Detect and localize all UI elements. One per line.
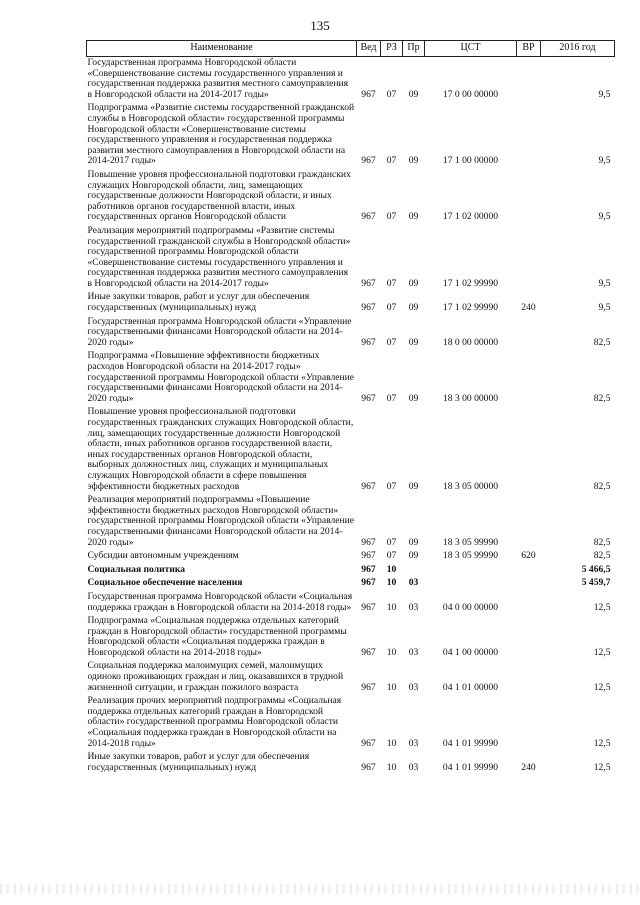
cell-pr	[403, 564, 425, 578]
table-row	[87, 406, 615, 494]
cell-vr	[517, 660, 541, 695]
cell-name: Социальная поддержка малоимущих семей, малоимущих одиноко проживающих граждан и лиц, оказавшихся в трудной жизненной ситуации, и граждан пожилого возраста	[87, 660, 344, 693]
cell-vr	[517, 102, 541, 169]
cell-name: Подпрограмма «Повышение эффективности бюджетных расходов Новгородской области на 2014-2017 годы» государственной программы Новгородской области «Управление государственными финансами Новгородской области на 2014-2020 годы»	[87, 350, 355, 404]
cell-ved: 967	[361, 277, 376, 289]
cell-pr: 09	[408, 211, 419, 223]
cell-vr	[517, 577, 541, 591]
cell-vr	[517, 350, 541, 406]
table-row	[87, 316, 615, 351]
cell-amount: 9,5	[598, 88, 611, 100]
cell-name: Субсидии автономным учреждениям	[87, 550, 239, 562]
cell-amount: 5 459,7	[581, 577, 611, 589]
cell-name: Социальная политика	[87, 563, 186, 575]
cell-ved: 967	[361, 211, 376, 223]
header-cst: ЦСТ	[425, 41, 517, 57]
cell-name: Реализация прочих мероприятий подпрограммы «Социальная поддержка отдельных категорий граждан в Новгородской области» государственной программы Новгородской области «Социальная поддержка граждан в Новгородской области на 2014-2018 годы»	[87, 695, 342, 749]
cell-amount: 9,5	[598, 302, 611, 314]
cell-amount: 12,5	[593, 761, 611, 773]
cell-ved: 967	[361, 302, 376, 314]
cell-pr: 09	[408, 88, 419, 100]
cell-ved: 967	[361, 577, 376, 589]
cell-rz: 07	[386, 155, 397, 167]
cell-vr	[517, 316, 541, 351]
cell-pr: 09	[408, 302, 419, 314]
table-row	[87, 564, 615, 578]
table-row	[87, 102, 615, 169]
cell-pr: 09	[408, 155, 419, 167]
table-row	[87, 591, 615, 615]
cell-amount: 82,5	[593, 392, 611, 404]
cell-pr: 03	[408, 577, 419, 589]
cell-pr: 03	[408, 681, 419, 693]
cell-rz: 10	[386, 563, 397, 575]
header-vr: ВР	[517, 41, 541, 57]
cell-vr: 240	[521, 761, 536, 773]
table-row	[87, 350, 615, 406]
cell-amount: 9,5	[598, 277, 611, 289]
cell-name: Повышение уровня профессиональной подготовки государственных гражданских служащих Новгородской области, лиц, замещающих государственные должности Новгородской области, иных работников органов государственной власти, иных государственных органов Новгородской области, выборных должностных лиц, служащих и муниципальных служащих Новгородской области в сфере повышения эффективности бюджетных расходов	[87, 406, 354, 492]
cell-amount: 5 466,5	[581, 563, 611, 575]
cell-cst: 04 1 01 99990	[442, 737, 499, 749]
table-body	[87, 57, 615, 776]
cell-pr: 03	[408, 761, 419, 773]
cell-ved: 967	[361, 155, 376, 167]
cell-amount: 9,5	[598, 155, 611, 167]
cell-cst: 18 3 05 00000	[442, 480, 499, 492]
cell-cst: 18 3 00 00000	[442, 392, 499, 404]
cell-rz: 07	[386, 480, 397, 492]
cell-pr: 03	[408, 601, 419, 613]
table-row	[87, 291, 615, 315]
cell-pr: 09	[408, 392, 419, 404]
cell-rz: 07	[386, 302, 397, 314]
cell-amount: 12,5	[593, 601, 611, 613]
table-row	[87, 225, 615, 292]
cell-cst: 04 1 01 99990	[442, 761, 499, 773]
cell-cst	[425, 564, 517, 578]
cell-ved: 967	[361, 761, 376, 773]
cell-pr: 03	[408, 646, 419, 658]
cell-name: Реализация мероприятий подпрограммы «Развитие системы государственной гражданской службы в Новгородской области» государственной программы Новгородской области «Совершенствование системы государственного управления и государственная поддержка развития местного самоуправления в Новгородской области на 2014-2017 годы»	[87, 224, 351, 289]
cell-name: Реализация мероприятий подпрограммы «Повышение эффективности бюджетных расходов Новгородской области» государственной программы Новгородской области «Управление государственными финансами Новгородской области на 2014-2020 годы»	[87, 494, 355, 548]
header-name: Наименование	[87, 41, 357, 57]
cell-amount: 12,5	[593, 681, 611, 693]
cell-cst: 18 0 00 00000	[442, 336, 499, 348]
cell-rz: 07	[386, 536, 397, 548]
header-ved: Вед	[357, 41, 381, 57]
table-row	[87, 695, 615, 751]
table-row	[87, 550, 615, 564]
cell-amount: 12,5	[593, 737, 611, 749]
scan-artifact	[0, 884, 640, 894]
cell-cst: 17 1 00 00000	[442, 155, 499, 167]
cell-vr: 240	[521, 302, 536, 314]
cell-name: Подпрограмма «Социальная поддержка отдельных категорий граждан в Новгородской области» государственной программы Новгородской области «Социальная поддержка граждан в Новгородской области на 2014-2018 годы»	[87, 615, 347, 658]
cell-amount: 82,5	[593, 336, 611, 348]
cell-vr	[517, 695, 541, 751]
cell-rz: 07	[386, 88, 397, 100]
cell-rz: 10	[386, 681, 397, 693]
cell-vr: 620	[521, 550, 536, 562]
cell-ved: 967	[361, 88, 376, 100]
cell-cst: 18 3 05 99990	[442, 536, 499, 548]
cell-amount: 82,5	[593, 550, 611, 562]
cell-rz: 07	[386, 211, 397, 223]
cell-cst: 04 1 01 00000	[442, 681, 499, 693]
cell-vr	[517, 591, 541, 615]
cell-cst: 17 1 02 99990	[442, 302, 499, 314]
cell-vr	[517, 225, 541, 292]
budget-table	[86, 40, 615, 775]
cell-name: Подпрограмма «Развитие системы государственной гражданской службы в Новгородской области» государственной программы Новгородской области «Совершенствование системы государственного управления и государственная поддержка развития местного самоуправления в Новгородской области на 2014-2017 годы»	[87, 102, 355, 167]
cell-pr: 09	[408, 277, 419, 289]
cell-ved: 967	[361, 737, 376, 749]
cell-name: Социальное обеспечение населения	[87, 577, 243, 589]
cell-cst: 18 3 05 99990	[442, 550, 499, 562]
cell-cst: 04 1 00 00000	[442, 646, 499, 658]
cell-rz: 10	[386, 601, 397, 613]
cell-cst: 17 1 02 00000	[442, 211, 499, 223]
header-rz: РЗ	[381, 41, 403, 57]
cell-cst	[425, 577, 517, 591]
cell-ved: 967	[361, 392, 376, 404]
cell-pr: 09	[408, 536, 419, 548]
cell-ved: 967	[361, 536, 376, 548]
cell-cst: 17 1 02 99990	[442, 277, 499, 289]
cell-vr	[517, 406, 541, 494]
header-year: 2016 год	[541, 41, 615, 57]
cell-vr	[517, 494, 541, 550]
cell-pr: 09	[408, 480, 419, 492]
cell-ved: 967	[361, 646, 376, 658]
cell-cst: 04 0 00 00000	[442, 601, 499, 613]
table-row	[87, 660, 615, 695]
cell-ved: 967	[361, 563, 376, 575]
cell-vr	[517, 169, 541, 225]
cell-rz: 10	[386, 761, 397, 773]
cell-vr	[517, 57, 541, 103]
cell-ved: 967	[361, 480, 376, 492]
table-row	[87, 494, 615, 550]
cell-cst: 17 0 00 00000	[442, 88, 499, 100]
cell-name: Иные закупки товаров, работ и услуг для обеспечения государственных (муниципальных) нужд	[87, 751, 310, 773]
cell-rz: 07	[386, 336, 397, 348]
cell-rz: 07	[386, 277, 397, 289]
cell-amount: 12,5	[593, 646, 611, 658]
cell-rz: 10	[386, 737, 397, 749]
cell-ved: 967	[361, 681, 376, 693]
table-row	[87, 57, 615, 103]
cell-vr	[517, 615, 541, 660]
cell-name: Государственная программа Новгородской области «Управление государственными финансами Новгородской области на 2014-2020 годы»	[87, 315, 352, 348]
table-header	[87, 41, 615, 57]
table-row	[87, 577, 615, 591]
cell-rz: 10	[386, 646, 397, 658]
cell-amount: 9,5	[598, 211, 611, 223]
cell-ved: 967	[361, 601, 376, 613]
cell-pr: 09	[408, 550, 419, 562]
cell-ved: 967	[361, 336, 376, 348]
table-row	[87, 615, 615, 660]
table-row	[87, 169, 615, 225]
table-row	[87, 751, 615, 775]
cell-vr	[517, 564, 541, 578]
cell-pr: 03	[408, 737, 419, 749]
cell-amount: 82,5	[593, 480, 611, 492]
cell-name: Государственная программа Новгородской области «Социальная поддержка граждан в Новгородской области на 2014-2018 годы»	[87, 590, 353, 613]
cell-rz: 10	[386, 577, 397, 589]
page-number: 135	[310, 18, 330, 33]
cell-amount: 82,5	[593, 536, 611, 548]
cell-rz: 07	[386, 392, 397, 404]
cell-rz: 07	[386, 550, 397, 562]
header-pr: Пр	[403, 41, 425, 57]
cell-name: Иные закупки товаров, работ и услуг для обеспечения государственных (муниципальных) нужд	[87, 291, 310, 314]
cell-pr: 09	[408, 336, 419, 348]
cell-name: Повышение уровня профессиональной подготовки гражданских служащих Новгородской области, лиц, замещающих государственные должности Новгородской области, и иных работников органов государственной власти, иных государственных органов Новгородской области	[87, 168, 351, 223]
cell-ved: 967	[361, 550, 376, 562]
cell-name: Государственная программа Новгородской области «Совершенствование системы государственного управления и государственная поддержка развития местного самоуправления в Новгородской области на 2014-2017 годы»	[87, 57, 349, 100]
